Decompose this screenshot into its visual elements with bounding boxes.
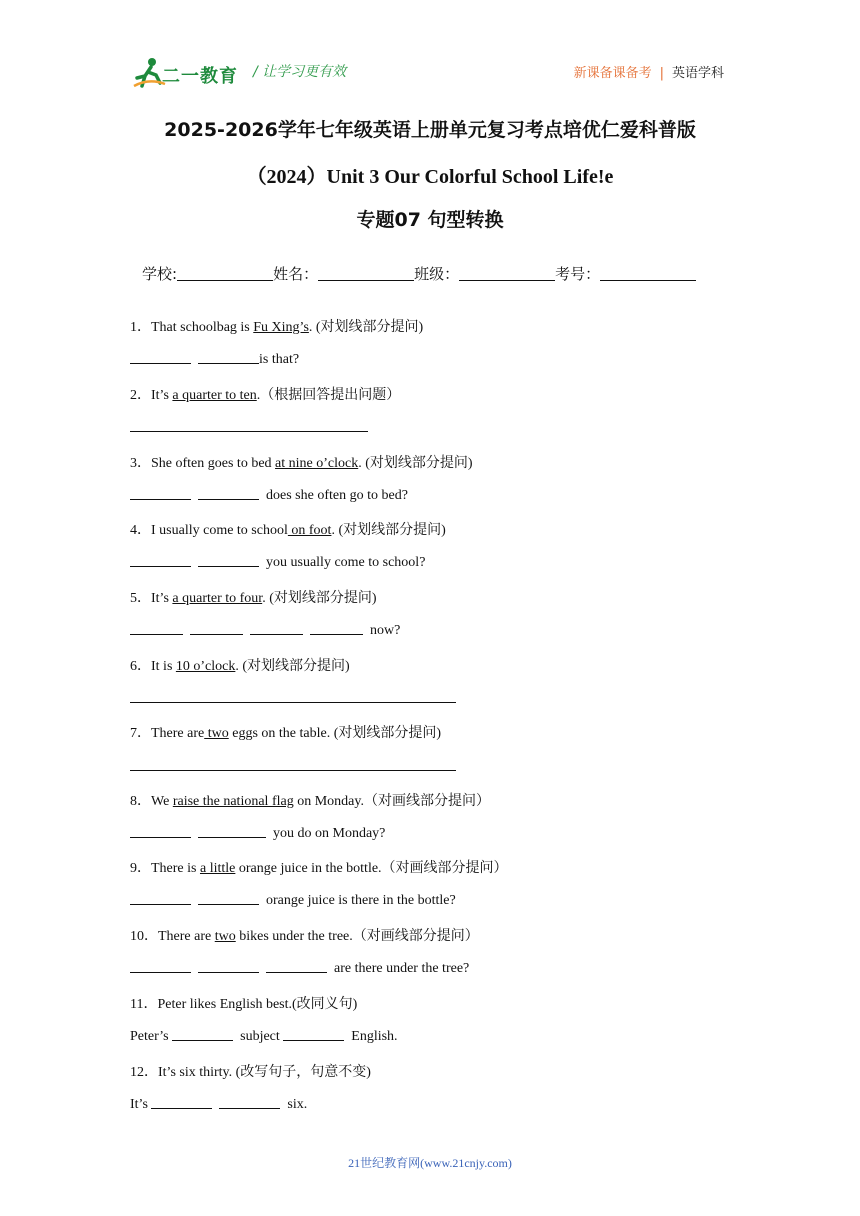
page-footer[interactable]: 21世纪教育网(www.21cnjy.com) (348, 1156, 512, 1170)
header-subject (574, 62, 724, 81)
page-header (0, 0, 860, 96)
answer-12 (130, 1095, 307, 1113)
q3-number: 3． (130, 456, 151, 471)
answer-10 (130, 959, 469, 977)
q4-text: I usually come to school (151, 523, 288, 538)
q1-text: That schoolbag is (151, 320, 254, 335)
q7-text: There are (151, 726, 205, 741)
q3-instruction: . (对划线部分提问) (358, 456, 473, 471)
q7-instruction: eggs on the table. (对划线部分提问) (228, 726, 442, 741)
question-6 (130, 655, 350, 675)
q11-answer-post: English. (351, 1029, 398, 1044)
q12-text: It’s six thirty. (改写句子，句意不变) (158, 1065, 371, 1080)
q9-answer-text: orange juice is there in the bottle? (266, 893, 456, 908)
q5-instruction: . (对划线部分提问) (262, 591, 377, 606)
q10-underlined: two (214, 929, 236, 944)
question-11 (130, 993, 357, 1013)
q4-underlined: on foot (287, 523, 332, 538)
q8-instruction: on Monday.（对画线部分提问） (293, 794, 490, 809)
slogan: / 让学习更有效 (253, 64, 347, 80)
q10-blank-3[interactable] (266, 959, 327, 973)
q6-text: It is (151, 659, 176, 674)
q2-number: 2． (130, 388, 151, 403)
school-label: 学校: (142, 265, 178, 283)
q1-blank-1[interactable] (130, 350, 191, 364)
answer-11 (130, 1027, 398, 1045)
q8-underlined: raise the national flag (172, 794, 294, 809)
answer-5 (130, 621, 400, 639)
q2-text: It’s (151, 388, 173, 403)
q9-blank-2[interactable] (198, 891, 259, 905)
exam-no-blank[interactable] (600, 264, 696, 281)
answer-9 (130, 891, 456, 909)
q6-underlined: 10 o’clock (175, 659, 236, 674)
question-7 (130, 722, 441, 742)
q1-underlined: Fu Xing’s (253, 320, 309, 335)
q12-number: 12． (130, 1065, 158, 1080)
question-5 (130, 587, 377, 607)
q3-text: She often goes to bed (151, 456, 276, 471)
header-course: 新课备课备考 (573, 66, 652, 81)
q10-blank-1[interactable] (130, 959, 191, 973)
q5-number: 5． (130, 591, 151, 606)
q2-answer-line[interactable] (130, 430, 368, 432)
name-blank[interactable] (318, 264, 414, 281)
q12-blank-2[interactable] (219, 1095, 280, 1109)
q11-blank-1[interactable] (172, 1027, 233, 1041)
q5-blank-1[interactable] (130, 621, 183, 635)
q5-blank-3[interactable] (250, 621, 303, 635)
doc-title-line1: 2025-2026学年七年级英语上册单元复习考点培优仁爱科普版 (164, 119, 696, 141)
q10-answer-text: are there under the tree? (334, 961, 470, 976)
question-3 (130, 452, 473, 472)
q10-number: 10． (130, 929, 158, 944)
class-label: 班级： (414, 265, 460, 283)
q11-text: Peter likes English best.(改同义句) (157, 997, 358, 1012)
q1-number: 1． (130, 320, 151, 335)
q9-instruction: orange juice in the bottle.（对画线部分提问） (235, 861, 508, 876)
class-blank[interactable] (459, 264, 555, 281)
q10-text: There are (158, 929, 215, 944)
q2-instruction: .（根据回答提出问题） (256, 388, 401, 403)
q10-blank-2[interactable] (198, 959, 259, 973)
q11-answer-mid: subject (240, 1029, 284, 1044)
q3-answer-text: does she often go to bed? (266, 488, 408, 503)
question-9 (130, 857, 508, 877)
answer-8 (130, 824, 385, 842)
q8-answer-text: you do on Monday? (273, 826, 386, 841)
answer-1 (130, 350, 299, 368)
question-10 (130, 925, 479, 945)
question-8 (130, 790, 490, 810)
header-separator: | (659, 66, 664, 81)
q9-number: 9． (130, 861, 151, 876)
question-12 (130, 1061, 371, 1081)
question-2 (130, 384, 400, 404)
runner-logo-icon (132, 56, 166, 90)
header-subject-label: 英语学科 (671, 66, 724, 81)
q8-blank-2[interactable] (198, 824, 266, 838)
q6-answer-line[interactable] (130, 701, 456, 703)
q5-underlined: a quarter to four (172, 591, 263, 606)
q11-blank-2[interactable] (283, 1027, 344, 1041)
q3-blank-1[interactable] (130, 486, 191, 500)
logo-text: 二一教育 (162, 66, 238, 87)
q11-number: 11． (130, 997, 158, 1012)
q3-underlined: at nine o’clock (275, 456, 359, 471)
q12-answer-post: six. (287, 1097, 308, 1112)
q5-answer-text: now? (370, 623, 401, 638)
q1-blank-2[interactable] (198, 350, 259, 364)
student-info-row (142, 263, 696, 284)
q12-answer-pre: It’s (130, 1097, 152, 1112)
q6-instruction: . (对划线部分提问) (235, 659, 350, 674)
q1-answer-text: is that? (259, 352, 300, 367)
q9-text: There is (151, 861, 200, 876)
name-label: 姓名： (273, 265, 319, 283)
question-4 (130, 519, 446, 539)
q8-text: We (151, 794, 173, 809)
q2-underlined: a quarter to ten (172, 388, 257, 403)
q10-instruction: bikes under the tree.（对画线部分提问） (235, 929, 479, 944)
q7-answer-line[interactable] (130, 769, 456, 771)
q4-blank-1[interactable] (130, 553, 191, 567)
q9-blank-1[interactable] (130, 891, 191, 905)
q7-underlined: two (204, 726, 229, 741)
logo (132, 56, 242, 90)
q4-number: 4． (130, 523, 151, 538)
q4-answer-text: you usually come to school? (266, 555, 426, 570)
question-1 (130, 316, 423, 336)
q8-number: 8． (130, 794, 151, 809)
q3-blank-2[interactable] (198, 486, 259, 500)
q11-answer-pre: Peter’s (130, 1029, 173, 1044)
doc-title-line3: 专题07 句型转换 (356, 209, 504, 231)
q1-instruction: . (对划线部分提问) (308, 320, 424, 335)
doc-title-line2: （2024）Unit 3 Our Colorful School Life!e (246, 166, 614, 188)
q4-blank-2[interactable] (198, 553, 259, 567)
q5-blank-4[interactable] (310, 621, 363, 635)
q6-number: 6． (130, 659, 151, 674)
q4-instruction: . (对划线部分提问) (331, 523, 446, 538)
q7-number: 7． (130, 726, 151, 741)
q9-underlined: a little (199, 861, 236, 876)
q5-blank-2[interactable] (190, 621, 243, 635)
q5-text: It’s (151, 591, 173, 606)
q8-blank-1[interactable] (130, 824, 191, 838)
answer-3 (130, 486, 408, 504)
school-blank[interactable] (177, 264, 273, 281)
exam-no-label: 考号： (555, 265, 601, 283)
q12-blank-1[interactable] (151, 1095, 212, 1109)
answer-4 (130, 553, 425, 571)
